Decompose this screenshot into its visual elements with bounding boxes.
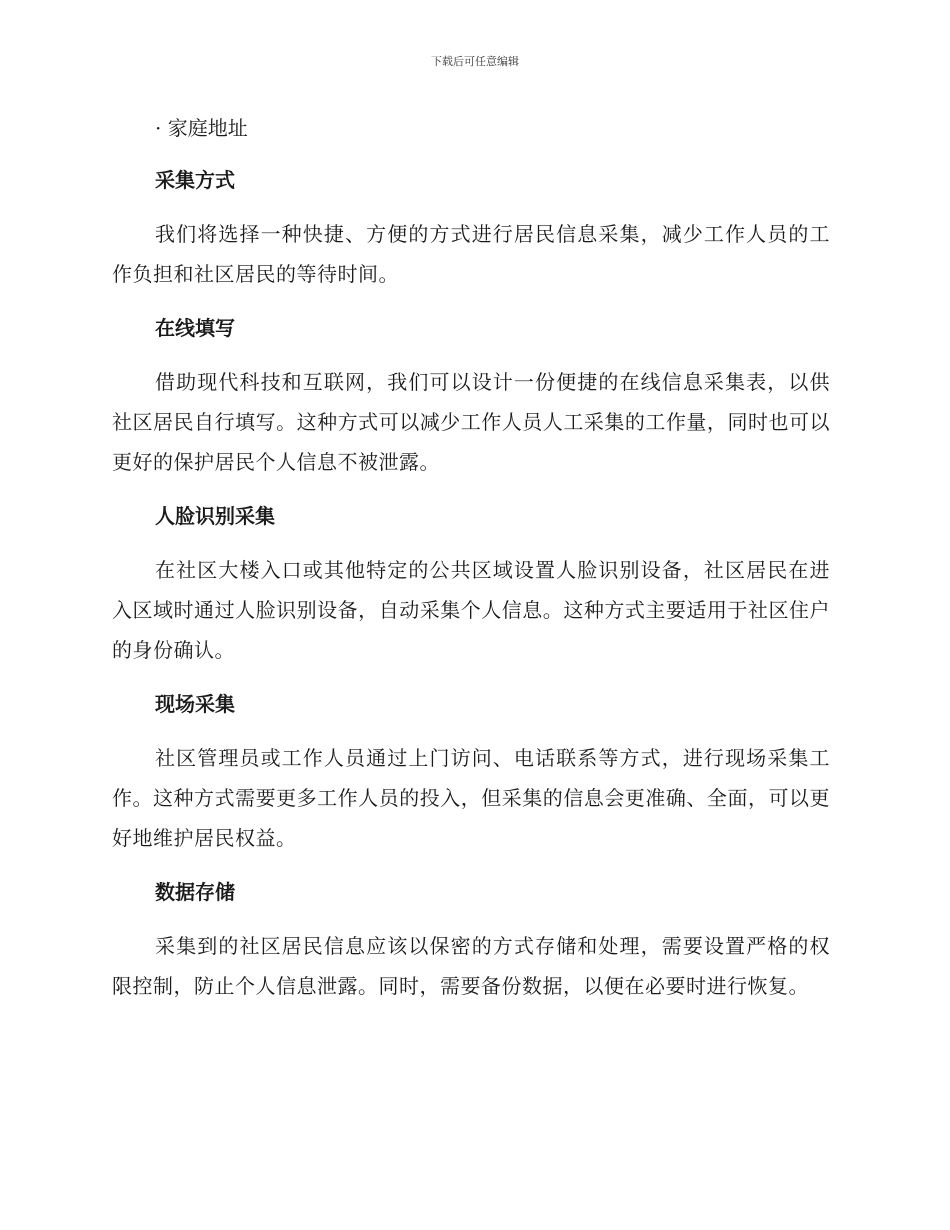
- document-body: [112, 110, 830, 1022]
- page-header: 下载后可任意编辑: [431, 55, 519, 68]
- section-heading-data-storage: 数据存储: [155, 880, 235, 904]
- section-heading-face-recognition: 人脸识别采集: [155, 504, 275, 528]
- paragraph-onsite-collection: 社区管理员或工作人员通过上门访问、电话联系等方式，进行现场采集工作。这种方式需要更多工作人员的投入，但采集的信息会更准确、全面，可以更好地维护居民权益。: [112, 746, 830, 850]
- section-heading-online-form: 在线填写: [155, 316, 235, 340]
- section-heading-collection-method: 采集方式: [155, 168, 235, 192]
- paragraph-collection-method: 我们将选择一种快捷、方便的方式进行居民信息采集，减少工作人员的工作负担和社区居民的等待时间。: [112, 222, 830, 286]
- paragraph-face-recognition: 在社区大楼入口或其他特定的公共区域设置人脸识别设备，社区居民在进入区域时通过人脸识别设备，自动采集个人信息。这种方式主要适用于社区住户的身份确认。: [112, 558, 830, 662]
- paragraph-online-form: 借助现代科技和互联网，我们可以设计一份便捷的在线信息采集表，以供社区居民自行填写。这种方式可以减少工作人员人工采集的工作量，同时也可以更好的保护居民个人信息不被泄露。: [112, 370, 830, 474]
- paragraph-data-storage: 采集到的社区居民信息应该以保密的方式存储和处理，需要设置严格的权限控制，防止个人信息泄露。同时，需要备份数据，以便在必要时进行恢复。: [112, 934, 830, 998]
- bullet-item-home-address: · 家庭地址: [155, 116, 248, 140]
- section-heading-onsite-collection: 现场采集: [155, 692, 235, 716]
